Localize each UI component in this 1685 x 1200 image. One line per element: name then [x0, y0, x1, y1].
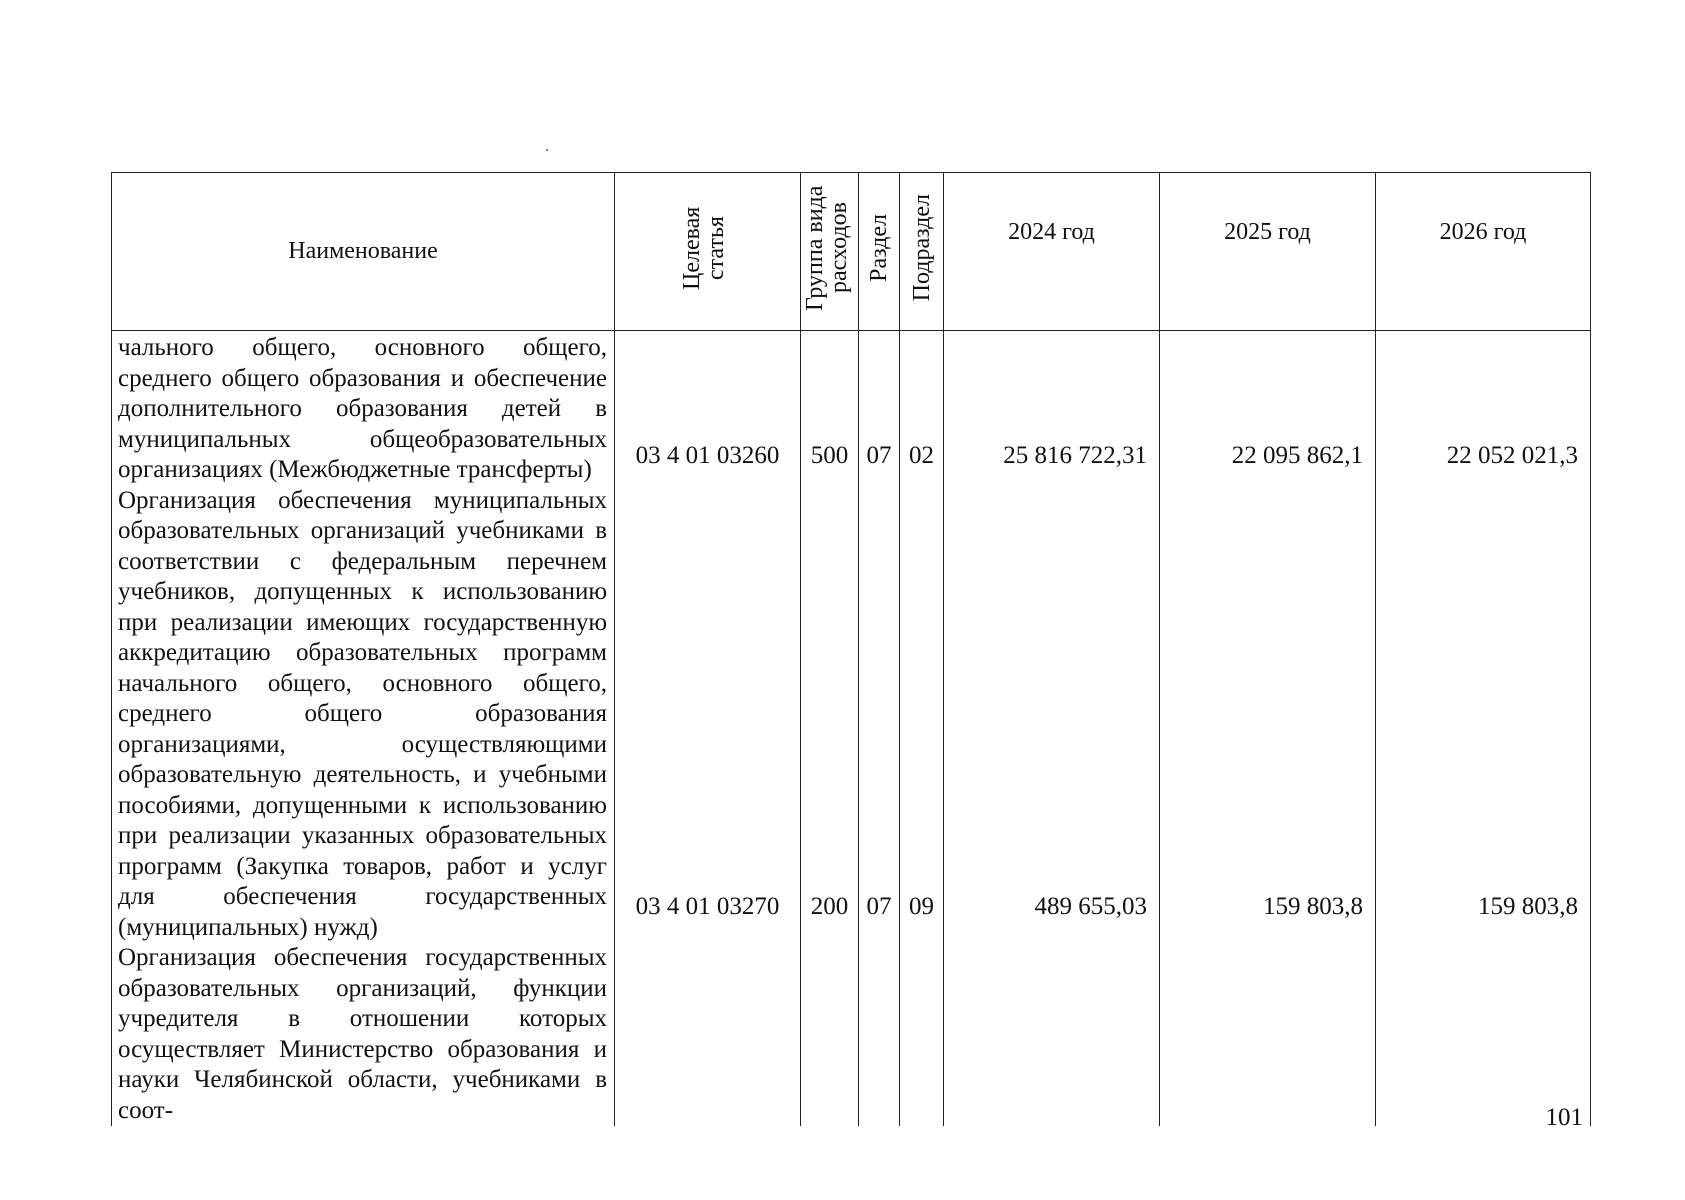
amount-2024-column [944, 331, 1160, 1127]
budget-table [111, 172, 1591, 1126]
row-2-amount-2024: 489 655,03 [1034, 893, 1147, 920]
row-1-name: чального общего, основного общего, среднего общего образования и обеспечение дополнительного образования детей в муниципальных общеобразовательных организациях (Межбюджетные трансферты) [118, 334, 607, 483]
row-1-amount-2024: 25 816 722,31 [1003, 442, 1147, 469]
header-name: Наименование [112, 173, 615, 331]
amount-2025-column [1160, 331, 1376, 1127]
row-2-subsection: 09 [909, 893, 934, 920]
row-2-section: 07 [866, 893, 892, 920]
header-2025: 2025 год [1160, 173, 1376, 331]
scan-speck [546, 149, 548, 151]
row-2-expense-group: 200 [810, 893, 849, 920]
header-subsection: Подраздел [900, 173, 944, 331]
section-column [859, 331, 900, 1127]
header-target-article: Целевая статья [615, 173, 801, 331]
row-2-target-article: 03 4 01 03270 [635, 893, 780, 920]
header-expense-group: Группа вида расходов [801, 173, 859, 331]
header-section: Раздел [859, 173, 900, 331]
row-1-amount-2026: 22 052 021,3 [1446, 442, 1578, 469]
expense-group-column [801, 331, 859, 1127]
target-article-column [615, 331, 801, 1127]
header-2026: 2026 год [1376, 173, 1591, 331]
row-2-name: Организация обеспечения муниципальных образовательных организаций учебниками в соответствии с федеральным перечнем учебников, допущенных к использованию при реализации имеющих государственную аккредитацию образовательных программ начального общего, основного общего, среднего общего образования организациями, осуществляющими образовательную деятельность, и учебными пособиями, допущенными к использованию при реализации указанных образовательных программ (Закупка товаров, работ и услуг для обеспечения государственных (муниципальных) нужд) [118, 486, 607, 941]
row-2-amount-2026: 159 803,8 [1478, 893, 1578, 920]
header-2024: 2024 год [944, 173, 1160, 331]
row-1-amount-2025: 22 095 862,1 [1231, 442, 1363, 469]
row-1-subsection: 02 [909, 442, 934, 469]
table-row [112, 331, 1591, 1127]
row-names-cell [112, 331, 615, 1127]
row-1-section: 07 [866, 442, 892, 469]
row-2-amount-2025: 159 803,8 [1263, 893, 1363, 920]
table-header-row [112, 173, 1591, 331]
row-1-expense-group: 500 [810, 442, 849, 469]
page-number: 101 [1545, 1104, 1583, 1131]
row-3-name: Организация обеспечения государственных образовательных организаций, функции учредителя в отношении которых осуществляет Министерство образования и науки Челябинской области, учебниками в соот- [118, 944, 607, 1124]
subsection-column [900, 331, 944, 1127]
amount-2026-column [1376, 331, 1591, 1127]
row-1-target-article: 03 4 01 03260 [635, 442, 780, 469]
